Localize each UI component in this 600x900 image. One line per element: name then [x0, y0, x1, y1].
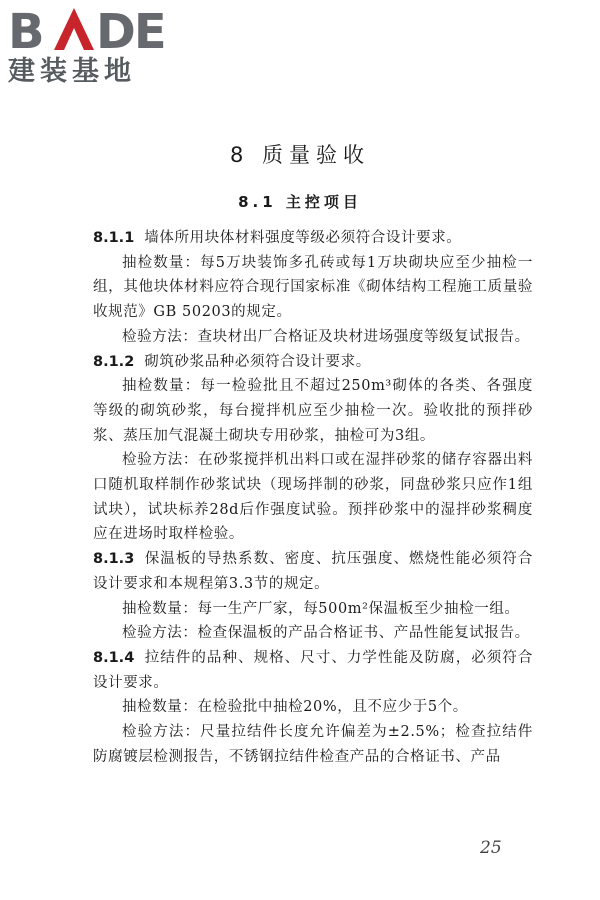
clause-text: 砌筑砂浆品种必须符合设计要求。: [144, 353, 371, 370]
bade-logo-mark: [8, 4, 174, 54]
document-body: [93, 226, 533, 769]
clause-paragraph: 抽检数量：每一生产厂家，每500m²保温板至少抽检一组。: [122, 600, 520, 617]
clause-paragraph: 抽检数量：每一检验批且不超过250m³砌体的各类、各强度等级的砌筑砂浆，每台搅拌机应至少抽检一次。验收批的预拌砂浆、蒸压加气混凝土砌块专用砂浆，抽检可为3组。: [93, 378, 533, 444]
clause-8-1-4: [93, 646, 533, 695]
logo-subtitle: 建装基地: [8, 56, 136, 87]
svg-text:DE: DE: [96, 4, 165, 54]
publisher-logo: [8, 4, 178, 88]
clause-text: 墙体所用块体材料强度等级必须符合设计要求。: [144, 230, 462, 246]
chapter-title: 8 质量验收: [229, 143, 371, 167]
clause-number: 8.1.4: [93, 649, 135, 666]
clause-paragraph: 抽检数量：在检验批中抽检20%，且不应少于5个。: [122, 699, 468, 716]
clause-number: 8.1.2: [93, 353, 135, 370]
clause-paragraph: 检验方法：检查保温板的产品合格证书、产品性能复试报告。: [122, 625, 530, 642]
clause-paragraph: 检验方法：查块材出厂合格证及块材进场强度等级复试报告。: [122, 328, 530, 345]
clause-paragraph: 抽检数量：每5万块装饰多孔砖或每1万块砌块应至少抽检一组，其他块体材料应符合现行国家标准《砌体结构工程施工质量验收规范》GB 50203的规定。: [93, 254, 533, 321]
clause-text: 拉结件的品种、规格、尺寸、力学性能及防腐，必须符合设计要求。: [93, 649, 533, 691]
clause-8-1-2: [93, 350, 533, 375]
clause-paragraph: 检验方法：在砂浆搅拌机出料口或在湿拌砂浆的储存容器出料口随机取样制作砂浆试块（现场拌制的砂浆，同盘砂浆只应作1组试块），试块标养28d后作强度试验。预拌砂浆中的湿拌砂浆稠度应在进场时取样检验。: [93, 452, 533, 543]
page-number: 25: [480, 838, 502, 858]
clause-paragraph: 检验方法：尺量拉结件长度允许偏差为±2.5%；检查拉结件防腐镀层检测报告，不锈钢拉结件检查产品的合格证书、产品: [93, 724, 533, 765]
section-title: 8.1 主控项目: [238, 193, 362, 211]
clause-number: 8.1.1: [93, 230, 135, 246]
clause-number: 8.1.3: [93, 551, 135, 568]
svg-text:B: B: [8, 4, 43, 54]
clause-text: 保温板的导热系数、密度、抗压强度、燃烧性能必须符合设计要求和本规程第3.3节的规定。: [93, 551, 533, 592]
clause-8-1-1: [93, 226, 533, 251]
red-triangle-a-icon: [54, 8, 94, 50]
clause-8-1-3: [93, 547, 533, 596]
